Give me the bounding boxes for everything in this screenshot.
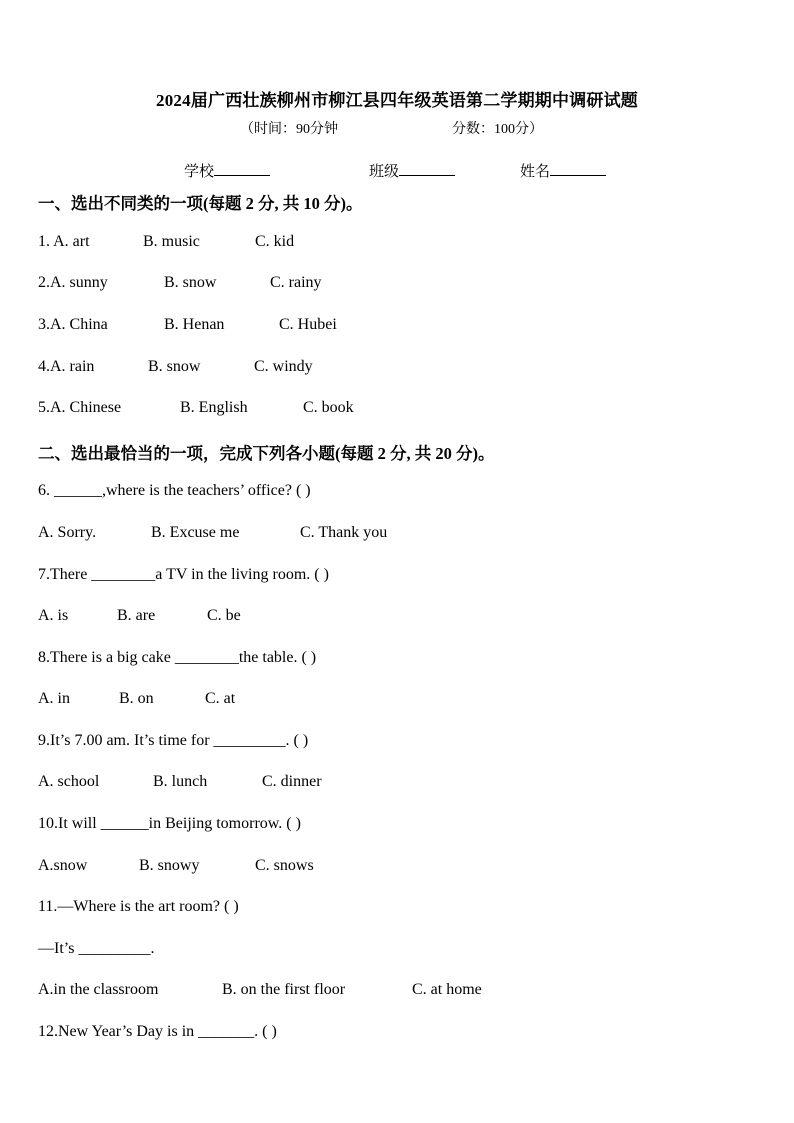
q8-option-c: C. at xyxy=(205,690,236,707)
question-9-options xyxy=(38,773,758,795)
question-11-answer-line: —It’s _________. xyxy=(38,940,155,957)
question-4 xyxy=(38,358,758,380)
q5-option-c: C. book xyxy=(303,399,354,416)
question-12: 12.New Year’s Day is in _______. ( ) xyxy=(38,1023,277,1040)
q9-option-c: C. dinner xyxy=(262,773,322,790)
school-label: 学校 xyxy=(184,164,215,180)
q2-option-c: C. rainy xyxy=(270,274,322,291)
name-field xyxy=(520,160,606,181)
q6-option-b: B. Excuse me xyxy=(151,524,240,541)
q7-option-b: B. are xyxy=(117,607,156,624)
q5-option-a: 5.A. Chinese xyxy=(38,399,122,416)
q8-option-a: A. in xyxy=(38,690,70,707)
question-8: 8.There is a big cake ________the table. ( ) xyxy=(38,649,317,666)
q3-option-c: C. Hubei xyxy=(279,316,337,333)
q2-option-a: 2.A. sunny xyxy=(38,274,108,291)
question-5 xyxy=(38,399,758,421)
question-7-options xyxy=(38,607,758,629)
school-blank[interactable] xyxy=(214,161,270,176)
q4-option-b: B. snow xyxy=(148,358,201,375)
class-label: 班级 xyxy=(369,164,400,180)
q11-option-c: C. at home xyxy=(412,981,482,998)
q9-option-a: A. school xyxy=(38,773,100,790)
question-6: 6. ______,where is the teachers’ office? ( ) xyxy=(38,482,311,499)
exam-score: 分数：100分） xyxy=(452,122,543,137)
q6-option-c: C. Thank you xyxy=(300,524,388,541)
q10-option-c: C. snows xyxy=(255,857,314,874)
q7-option-a: A. is xyxy=(38,607,69,624)
question-10-options xyxy=(38,857,758,879)
q10-option-b: B. snowy xyxy=(139,857,200,874)
question-11-options xyxy=(38,981,758,1003)
question-6-options xyxy=(38,524,758,546)
question-2 xyxy=(38,274,758,296)
q3-option-b: B. Henan xyxy=(164,316,225,333)
q7-option-c: C. be xyxy=(207,607,241,624)
school-field xyxy=(184,160,270,181)
name-label: 姓名 xyxy=(520,164,551,180)
q4-option-a: 4.A. rain xyxy=(38,358,95,375)
q10-option-a: A.snow xyxy=(38,857,88,874)
q5-option-b: B. English xyxy=(180,399,248,416)
q6-option-a: A. Sorry. xyxy=(38,524,97,541)
q1-option-b: B. music xyxy=(143,233,200,250)
q1-option-a: 1. A. art xyxy=(38,233,90,250)
q11-option-b: B. on the first floor xyxy=(222,981,346,998)
q11-option-a: A.in the classroom xyxy=(38,981,159,998)
question-1 xyxy=(38,233,758,255)
question-8-options xyxy=(38,690,758,712)
q1-option-c: C. kid xyxy=(255,233,295,250)
section2-heading: 二、选出最恰当的一项，完成下列各小题(每题 2 分, 共 20 分)。 xyxy=(38,444,495,463)
question-10: 10.It will ______in Beijing tomorrow. ( ) xyxy=(38,815,301,832)
class-blank[interactable] xyxy=(399,161,455,176)
exam-title: 2024届广西壮族柳州市柳江县四年级英语第二学期期中调研试题 xyxy=(156,91,638,110)
question-7: 7.There ________a TV in the living room. ( ) xyxy=(38,566,329,583)
question-9: 9.It’s 7.00 am. It’s time for _________. ( ) xyxy=(38,732,309,749)
q4-option-c: C. windy xyxy=(254,358,313,375)
q3-option-a: 3.A. China xyxy=(38,316,108,333)
q2-option-b: B. snow xyxy=(164,274,217,291)
question-11: 11.—Where is the art room? ( ) xyxy=(38,898,239,915)
question-3 xyxy=(38,316,758,338)
name-blank[interactable] xyxy=(550,161,606,176)
section1-heading: 一、选出不同类的一项(每题 2 分, 共 10 分)。 xyxy=(38,194,363,213)
q9-option-b: B. lunch xyxy=(153,773,208,790)
exam-time: （时间：90分钟 xyxy=(240,122,338,137)
q8-option-b: B. on xyxy=(119,690,154,707)
class-field xyxy=(369,160,455,181)
